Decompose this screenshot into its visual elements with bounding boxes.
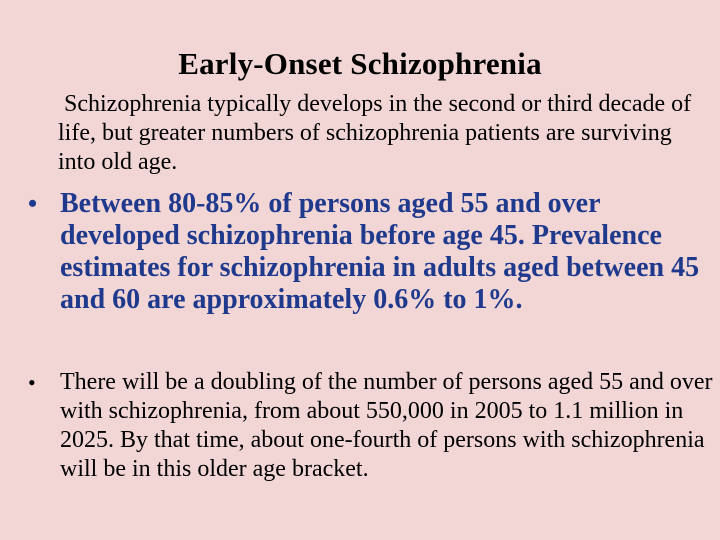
bullet-icon: • <box>28 370 36 395</box>
slide-title: Early-Onset Schizophrenia <box>178 46 542 81</box>
bullet-item-projection <box>28 368 718 484</box>
bullet-item-prevalence <box>28 188 718 316</box>
intro-paragraph: Schizophrenia typically develops in the second or third decade of life, but greater numbers of schizophrenia patients are surviving into old age. <box>58 91 692 175</box>
bullet-text: Between 80-85% of persons aged 55 and over developed schizophrenia before age 45. Prevalence estimates for schizophrenia in adults aged between 45 and 60 are approximately 0.6% to 1%. <box>60 188 700 315</box>
bullet-icon: • <box>28 189 38 218</box>
bullet-text: There will be a doubling of the number of persons aged 55 and over with schizophrenia, from about 550,000 in 2005 to 1.1 million in 2025. By that time, about one-fourth of persons with schizophrenia will be in this older age bracket. <box>60 369 713 482</box>
